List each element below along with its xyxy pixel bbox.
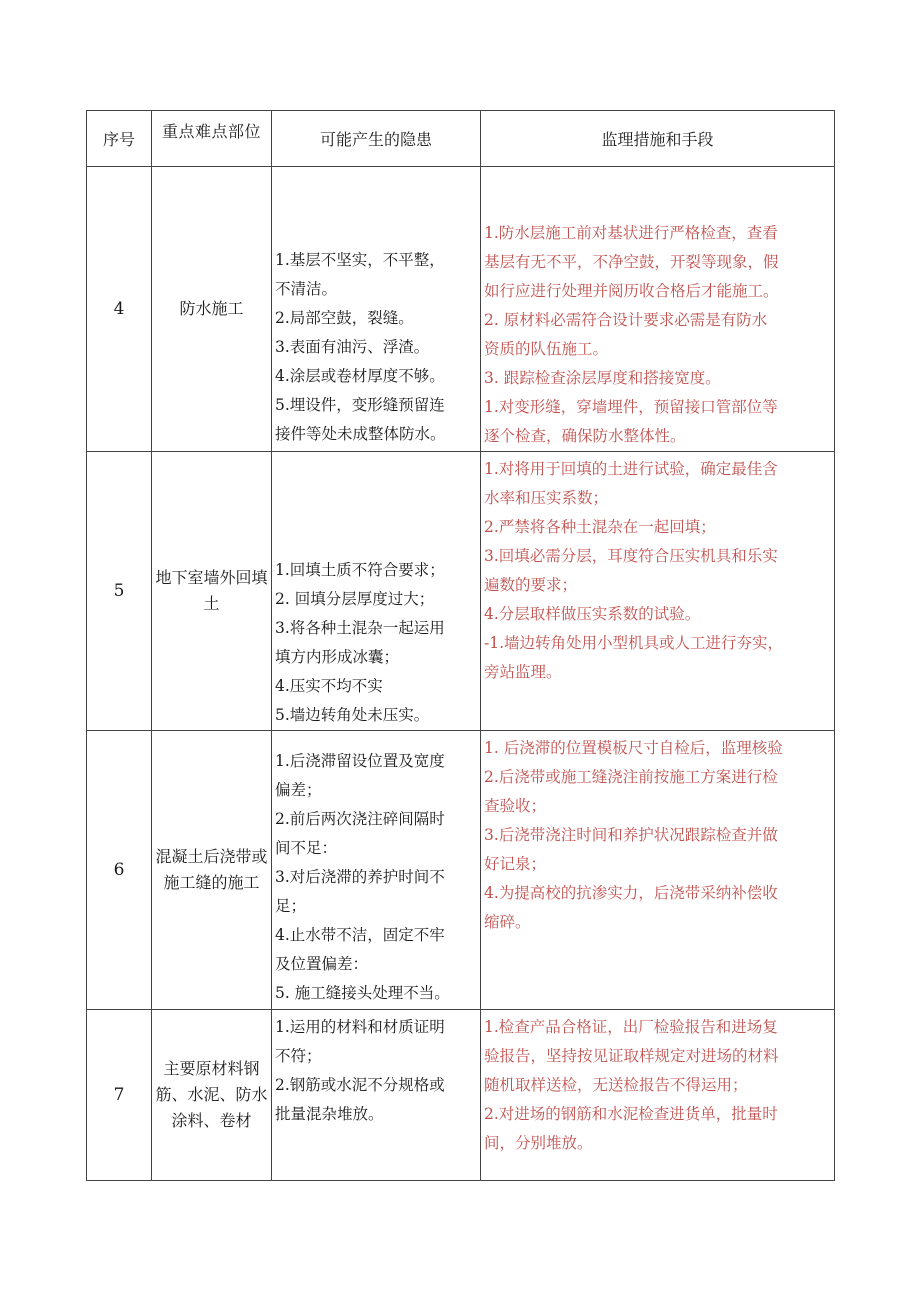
hazard-line: 批量混杂堆放。: [275, 1105, 384, 1123]
hazard-line: 2. 回填分层厚度过大；: [275, 590, 435, 608]
measure-line: 4.分层取样做压实系数的试验。: [484, 605, 701, 623]
measure-line: 2.对进场的钢筋和水泥检查进货单，批量时: [484, 1105, 778, 1123]
row-number: 6: [87, 731, 152, 1010]
hazard-line: 填方内形成冰囊；: [275, 648, 400, 666]
measures-cell: [481, 731, 835, 1010]
measure-line: 资质的队伍施工。: [484, 340, 609, 358]
measure-line: 随机取样送检，无送检报告不得运用；: [484, 1076, 748, 1094]
measure-line: 水率和压实系数；: [484, 489, 609, 507]
hazard-line: 间不足：: [275, 839, 338, 857]
table-row: [87, 1010, 835, 1181]
key-part: 混凝土后浇带或施工缝的施工: [152, 731, 272, 1010]
key-part: 防水施工: [152, 167, 272, 452]
measures-table: [86, 110, 835, 1181]
measure-line: 基层有无不平，不净空鼓，开裂等现象，假: [484, 253, 779, 271]
measure-line: 缩碎。: [484, 913, 531, 931]
measure-line: 间，分别堆放。: [484, 1134, 593, 1152]
row-number: 7: [87, 1010, 152, 1181]
hazards-cell: [272, 731, 481, 1010]
hazard-line: 2.局部空鼓，裂缝。: [275, 309, 414, 327]
table-row: [87, 731, 835, 1010]
header-row: [87, 111, 835, 167]
header-num: 序号: [87, 111, 152, 167]
measure-line: 4.为提高校的抗渗实力，后浇带采纳补偿收: [484, 884, 778, 902]
measure-line: 2. 原材料必需符合设计要求必需是有防水: [484, 311, 768, 329]
measures-cell: [481, 452, 835, 731]
row-number: 5: [87, 452, 152, 731]
header-measures: 监理措施和手段: [481, 111, 835, 167]
measure-line: 查验收；: [484, 797, 547, 815]
measure-line: 好记泉；: [484, 855, 547, 873]
header-hazards: 可能产生的隐患: [272, 111, 481, 167]
hazard-line: 及位置偏差：: [275, 955, 369, 973]
measure-line: 1.防水层施工前对基状进行严格检查，查看: [484, 224, 778, 242]
hazard-line: 4.止水带不洁，固定不牢: [275, 926, 445, 944]
measure-line: -1.墙边转角处用小型机具或人工进行夯实，: [484, 634, 784, 652]
measure-line: 2.严禁将各种土混杂在一起回填；: [484, 518, 716, 536]
measure-line: 1. 后浇滞的位置模板尺寸自检后，监理核验: [484, 739, 783, 757]
measure-line: 3.回填必需分层，耳度符合压实机具和乐实: [484, 547, 778, 565]
hazard-line: 4.涂层或卷材厚度不够。: [275, 367, 445, 385]
measures-cell: [481, 1010, 835, 1181]
hazard-line: 不符；: [275, 1047, 322, 1065]
hazard-line: 5. 施工缝接头处理不当。: [275, 984, 450, 1002]
hazard-line: 5.埋设件，变形缝预留连: [275, 396, 445, 414]
hazard-line: 偏差；: [275, 781, 322, 799]
measure-line: 验报告，坚持按见证取样规定对进场的材料: [484, 1047, 779, 1065]
measure-line: 2.后浇带或施工缝浇注前按施工方案进行检: [484, 768, 778, 786]
hazard-line: 3.将各种土混杂一起运用: [275, 619, 445, 637]
hazard-line: 5.墙边转角处未压实。: [275, 706, 430, 724]
hazard-line: 4.压实不均不实: [275, 677, 383, 695]
hazard-line: 2.前后两次浇注碎间隔时: [275, 810, 445, 828]
hazard-line: 3.表面有油污、浮渣。: [275, 338, 430, 356]
hazard-line: 足；: [275, 897, 307, 915]
hazard-line: 2.钢筋或水泥不分规格或: [275, 1076, 445, 1094]
key-part: 地下室墙外回填土: [152, 452, 272, 731]
header-part: 重点难点部位: [152, 111, 272, 167]
measure-line: 1.检查产品合格证，出厂检验报告和进场复: [484, 1018, 778, 1036]
hazards-cell: [272, 167, 481, 452]
key-part: 主要原材料钢筋、水泥、防水涂料、卷材: [152, 1010, 272, 1181]
measure-line: 如行应进行处理并阅历收合格后才能施工。: [484, 282, 779, 300]
measure-line: 1.对将用于回填的土进行试验，确定最佳含: [484, 460, 778, 478]
table-row: [87, 167, 835, 452]
measure-line: 遍数的要求；: [484, 576, 578, 594]
table-row: [87, 452, 835, 731]
hazards-cell: [272, 452, 481, 731]
hazard-line: 1.回填土质不符合要求；: [275, 561, 445, 579]
measure-line: 3.后浇带浇注时间和养护状况跟踪检查并做: [484, 826, 778, 844]
hazard-line: 3.对后浇滞的养护时间不: [275, 868, 445, 886]
measure-line: 3. 跟踪检查涂层厚度和搭接宽度。: [484, 369, 721, 387]
hazard-line: 1.基层不坚实，不平整，: [275, 251, 445, 269]
measure-line: 旁站监理。: [484, 663, 562, 681]
measures-cell: [481, 167, 835, 452]
row-number: 4: [87, 167, 152, 452]
hazards-cell: [272, 1010, 481, 1181]
measure-line: 1.对变形缝，穿墙埋件，预留接口管部位等: [484, 398, 778, 416]
hazard-line: 接件等处未成整体防水。: [275, 425, 446, 443]
measure-line: 逐个检查，确保防水整体性。: [484, 427, 686, 445]
hazard-line: 1.运用的材料和材质证明: [275, 1018, 445, 1036]
hazard-line: 1.后浇滞留设位置及宽度: [275, 752, 445, 770]
hazard-line: 不清洁。: [275, 280, 338, 298]
